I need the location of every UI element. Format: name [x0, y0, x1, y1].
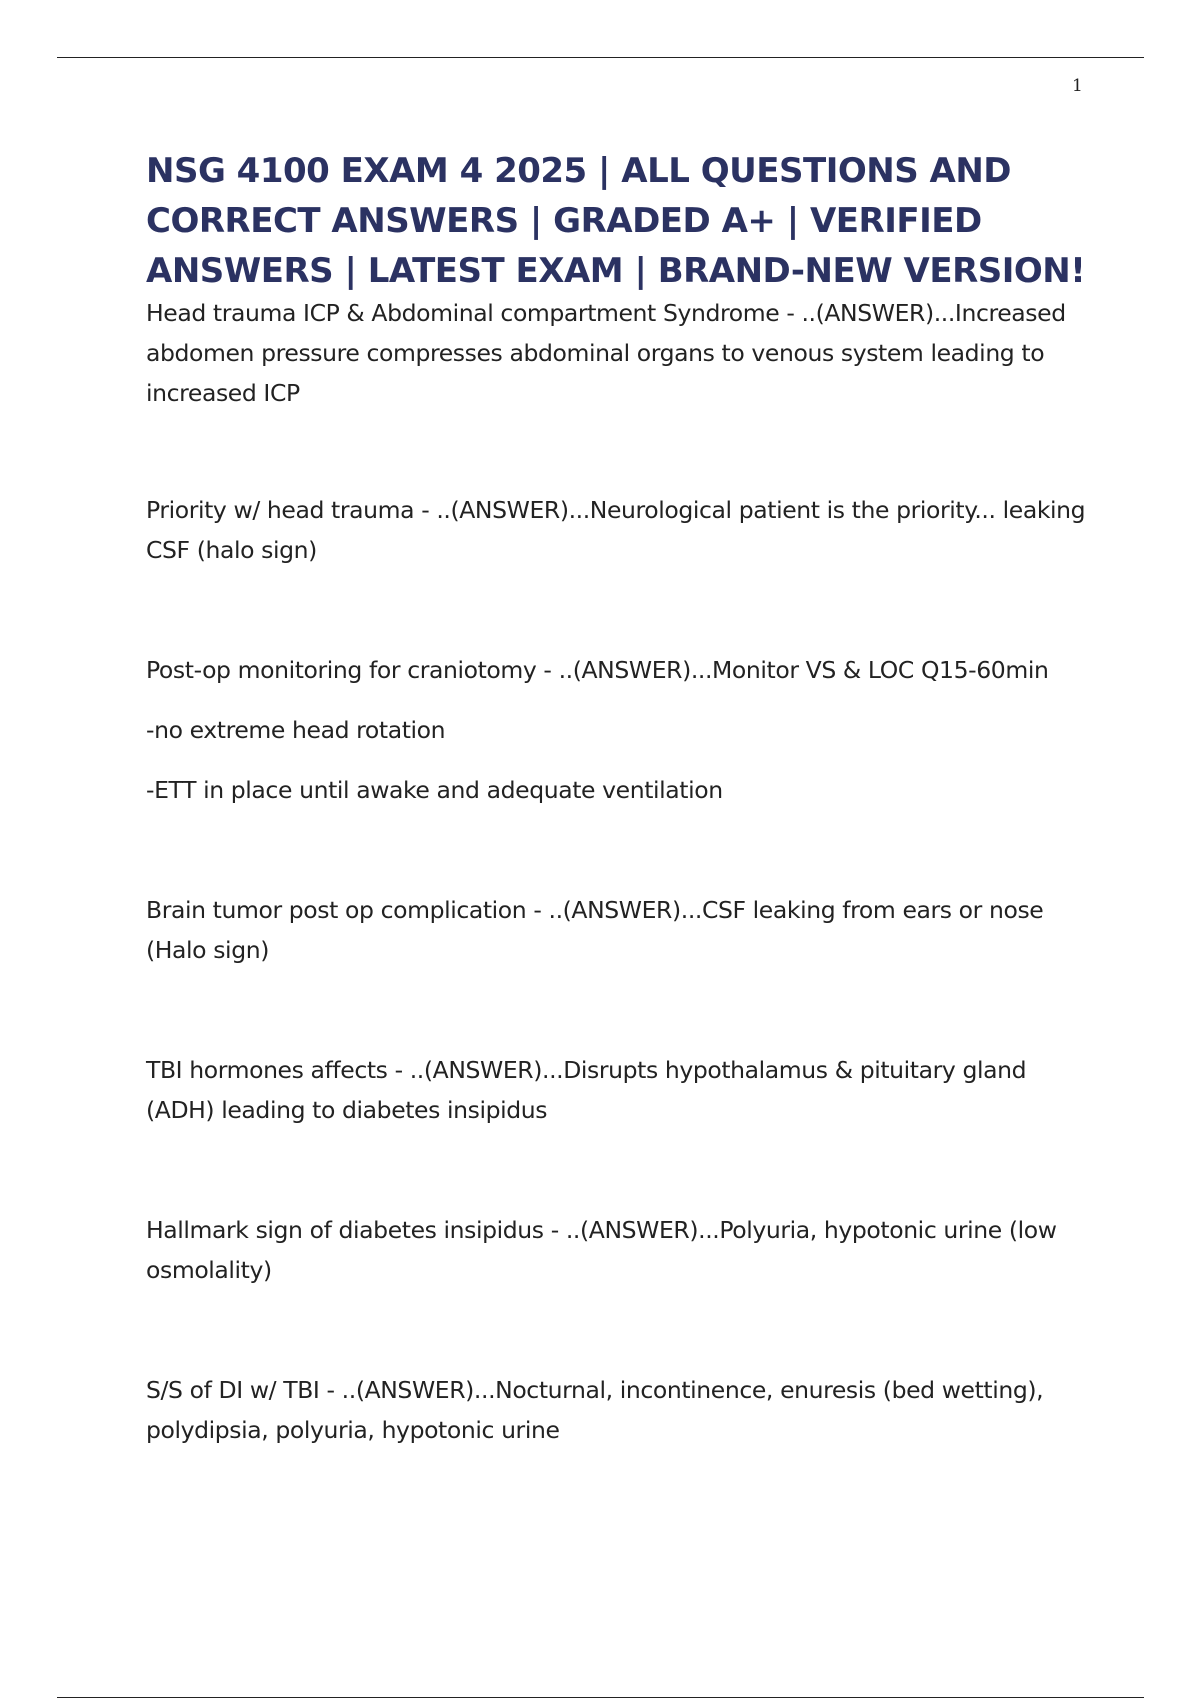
qa-entry-craniotomy-main: Post-op monitoring for craniotomy - ..(ANSWER)...Monitor VS & LOC Q15-60min [146, 656, 1049, 684]
qa-entry-di-hallmark: Hallmark sign of diabetes insipidus - ..(ANSWER)...Polyuria, hypotonic urine (low osmolality) [146, 1216, 1057, 1284]
qa-entry-craniotomy-subline-2: -ETT in place until awake and adequate ventilation [146, 776, 723, 804]
qa-entry-brain-tumor: Brain tumor post op complication - ..(ANSWER)...CSF leaking from ears or nose (Halo sign) [146, 896, 1044, 964]
header-rule [57, 57, 1144, 58]
qa-entry-head-trauma-icp: Head trauma ICP & Abdominal compartment Syndrome - ..(ANSWER)...Increased abdomen pressure compresses abdominal organs to venous system leading to increased ICP [146, 299, 1066, 407]
page-number: 1 [1072, 76, 1083, 96]
qa-entry-tbi-hormones: TBI hormones affects - ..(ANSWER)...Disrupts hypothalamus & pituitary gland (ADH) leading to diabetes insipidus [146, 1056, 1027, 1124]
qa-entry-craniotomy-postop [146, 650, 1086, 810]
qa-entry-priority-head-trauma: Priority w/ head trauma - ..(ANSWER)...Neurological patient is the priority... leaking CSF (halo sign) [146, 496, 1086, 564]
footer-rule [57, 1697, 1144, 1698]
qa-entry-craniotomy-subline-1: -no extreme head rotation [146, 716, 446, 744]
document-title: NSG 4100 EXAM 4 2025 | ALL QUESTIONS AND CORRECT ANSWERS | GRADED A+ | VERIFIED ANSWERS | LATEST EXAM | BRAND-NEW VERSION! [146, 151, 1086, 291]
qa-entry-di-symptoms: S/S of DI w/ TBI - ..(ANSWER)...Nocturnal, incontinence, enuresis (bed wetting), polydipsia, polyuria, hypotonic urine [146, 1376, 1044, 1444]
